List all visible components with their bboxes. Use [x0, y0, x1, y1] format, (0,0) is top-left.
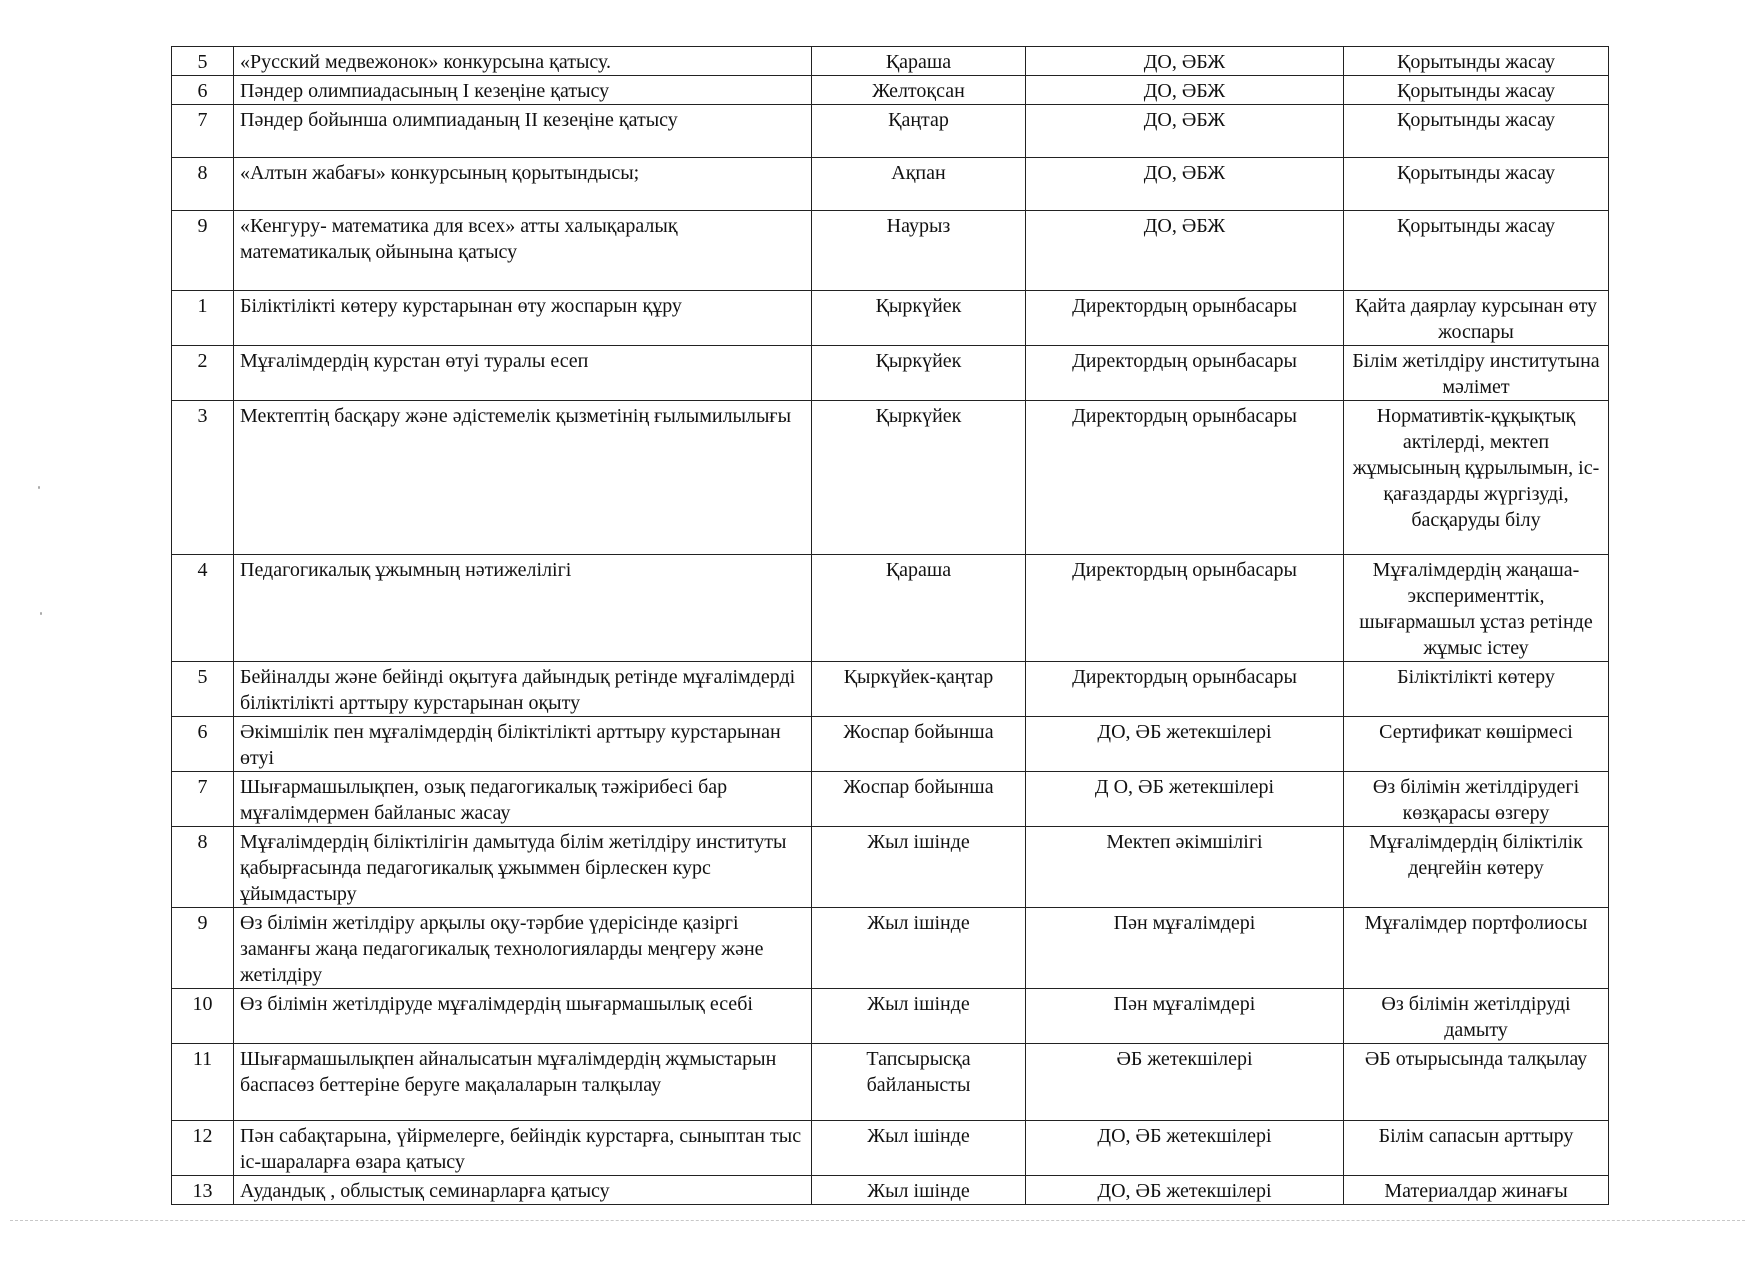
result-cell: Өз білімін жетілдіруді дамыту — [1344, 989, 1609, 1044]
result-cell: Өз білімін жетілдірудегі көзқарасы өзгеру — [1344, 772, 1609, 827]
table-row — [172, 1176, 1609, 1205]
responsible-cell: ДО, ӘБЖ — [1026, 158, 1344, 211]
result-cell: Мұғалімдер портфолиосы — [1344, 908, 1609, 989]
row-number: 7 — [172, 772, 234, 827]
table-row — [172, 291, 1609, 346]
result-cell: Қорытынды жасау — [1344, 105, 1609, 158]
table-row — [172, 1044, 1609, 1121]
time-cell: Қаңтар — [812, 105, 1026, 158]
table-row — [172, 555, 1609, 662]
time-cell: Жоспар бойынша — [812, 772, 1026, 827]
event-cell: Пән сабақтарына, үйірмелерге, бейіндік курстарға, сыныптан тыс іс-шараларға өзара қатысу — [234, 1121, 812, 1176]
scan-speck — [40, 612, 42, 615]
result-cell: Қорытынды жасау — [1344, 76, 1609, 105]
responsible-cell: Директордың орынбасары — [1026, 555, 1344, 662]
result-cell: ӘБ отырысында талқылау — [1344, 1044, 1609, 1121]
table-row — [172, 76, 1609, 105]
responsible-cell: Мектеп әкімшілігі — [1026, 827, 1344, 908]
responsible-cell: Д О, ӘБ жетекшілері — [1026, 772, 1344, 827]
responsible-cell: ДО, ӘБЖ — [1026, 105, 1344, 158]
row-number: 3 — [172, 401, 234, 555]
table-row — [172, 1121, 1609, 1176]
table-row — [172, 908, 1609, 989]
event-cell: Әкімшілік пен мұғалімдердің біліктілікті арттыру курстарынан өтуі — [234, 717, 812, 772]
result-cell: Мұғалімдердің жаңаша-эксперименттік, шығармашыл ұстаз ретінде жұмыс істеу — [1344, 555, 1609, 662]
event-cell: Педагогикалық ұжымның нәтижелілігі — [234, 555, 812, 662]
event-cell: Мұғалімдердің курстан өтуі туралы есеп — [234, 346, 812, 401]
responsible-cell: Директордың орынбасары — [1026, 291, 1344, 346]
responsible-cell: ДО, ӘБЖ — [1026, 47, 1344, 76]
responsible-cell: ӘБ жетекшілері — [1026, 1044, 1344, 1121]
time-cell: Жыл ішінде — [812, 989, 1026, 1044]
time-cell: Қыркүйек — [812, 291, 1026, 346]
row-number: 1 — [172, 291, 234, 346]
row-number: 6 — [172, 76, 234, 105]
event-cell: Өз білімін жетілдіруде мұғалімдердің шығармашылық есебі — [234, 989, 812, 1044]
result-cell: Сертификат көшірмесі — [1344, 717, 1609, 772]
time-cell: Жыл ішінде — [812, 908, 1026, 989]
responsible-cell: Директордың орынбасары — [1026, 401, 1344, 555]
table-row — [172, 211, 1609, 291]
plan-table — [171, 46, 1609, 1205]
result-cell: Мұғалімдердің біліктілік деңгейін көтеру — [1344, 827, 1609, 908]
responsible-cell: Директордың орынбасары — [1026, 346, 1344, 401]
event-cell: Біліктілікті көтеру курстарынан өту жоспарын құру — [234, 291, 812, 346]
time-cell: Қыркүйек — [812, 346, 1026, 401]
scan-speck — [38, 486, 40, 489]
time-cell: Тапсырысқа байланысты — [812, 1044, 1026, 1121]
table-row — [172, 401, 1609, 555]
event-cell: Пәндер олимпиадасының І кезеңіне қатысу — [234, 76, 812, 105]
row-number: 2 — [172, 346, 234, 401]
time-cell: Жыл ішінде — [812, 1121, 1026, 1176]
table-row — [172, 158, 1609, 211]
scan-artifact-line — [10, 1220, 1745, 1221]
row-number: 4 — [172, 555, 234, 662]
row-number: 9 — [172, 908, 234, 989]
responsible-cell: Директордың орынбасары — [1026, 662, 1344, 717]
result-cell: Нормативтік-құқықтық актілерді, мектеп жұмысының құрылымын, іс-қағаздарды жүргізуді, басқаруды білу — [1344, 401, 1609, 555]
result-cell: Білім сапасын арттыру — [1344, 1121, 1609, 1176]
responsible-cell: ДО, ӘБ жетекшілері — [1026, 1176, 1344, 1205]
result-cell: Қорытынды жасау — [1344, 158, 1609, 211]
plan-table-body — [172, 47, 1609, 1205]
responsible-cell: ДО, ӘБЖ — [1026, 76, 1344, 105]
time-cell: Жыл ішінде — [812, 827, 1026, 908]
row-number: 11 — [172, 1044, 234, 1121]
result-cell: Материалдар жинағы — [1344, 1176, 1609, 1205]
time-cell: Жыл ішінде — [812, 1176, 1026, 1205]
row-number: 5 — [172, 662, 234, 717]
responsible-cell: ДО, ӘБ жетекшілері — [1026, 1121, 1344, 1176]
result-cell: Білім жетілдіру институтына мәлімет — [1344, 346, 1609, 401]
result-cell: Қорытынды жасау — [1344, 47, 1609, 76]
responsible-cell: ДО, ӘБ жетекшілері — [1026, 717, 1344, 772]
event-cell: Аудандық , облыстық семинарларға қатысу — [234, 1176, 812, 1205]
time-cell: Қыркүйек — [812, 401, 1026, 555]
row-number: 12 — [172, 1121, 234, 1176]
table-row — [172, 827, 1609, 908]
time-cell: Қыркүйек-қаңтар — [812, 662, 1026, 717]
table-row — [172, 717, 1609, 772]
event-cell: Пәндер бойынша олимпиаданың ІІ кезеңіне қатысу — [234, 105, 812, 158]
event-cell: Мектептің басқару және әдістемелік қызметінің ғылымилылығы — [234, 401, 812, 555]
row-number: 8 — [172, 827, 234, 908]
event-cell: Бейіналды және бейінді оқытуға дайындық ретінде мұғалімдерді біліктілікті арттыру курстарынан оқыту — [234, 662, 812, 717]
time-cell: Қараша — [812, 555, 1026, 662]
row-number: 10 — [172, 989, 234, 1044]
result-cell: Біліктілікті көтеру — [1344, 662, 1609, 717]
time-cell: Жоспар бойынша — [812, 717, 1026, 772]
event-cell: «Русский медвежонок» конкурсына қатысу. — [234, 47, 812, 76]
event-cell: Шығармашылықпен, озық педагогикалық тәжірибесі бар мұғалімдермен байланыс жасау — [234, 772, 812, 827]
event-cell: Мұғалімдердің біліктілігін дамытуда білім жетілдіру институты қабырғасында педагогикалық ұжыммен бірлескен курс ұйымдастыру — [234, 827, 812, 908]
event-cell: Шығармашылықпен айналысатын мұғалімдердің жұмыстарын баспасөз беттеріне беруге мақалаларын талқылау — [234, 1044, 812, 1121]
time-cell: Ақпан — [812, 158, 1026, 211]
table-row — [172, 989, 1609, 1044]
table-row — [172, 772, 1609, 827]
result-cell: Қорытынды жасау — [1344, 211, 1609, 291]
table-row — [172, 346, 1609, 401]
time-cell: Қараша — [812, 47, 1026, 76]
responsible-cell: Пән мұғалімдері — [1026, 908, 1344, 989]
row-number: 6 — [172, 717, 234, 772]
row-number: 9 — [172, 211, 234, 291]
event-cell: «Алтын жабағы» конкурсының қорытындысы; — [234, 158, 812, 211]
time-cell: Желтоқсан — [812, 76, 1026, 105]
event-cell: «Кенгуру- математика для всех» атты халықаралық математикалық ойынына қатысу — [234, 211, 812, 291]
responsible-cell: Пән мұғалімдері — [1026, 989, 1344, 1044]
responsible-cell: ДО, ӘБЖ — [1026, 211, 1344, 291]
row-number: 5 — [172, 47, 234, 76]
row-number: 13 — [172, 1176, 234, 1205]
table-row — [172, 105, 1609, 158]
table-row — [172, 662, 1609, 717]
table-row — [172, 47, 1609, 76]
time-cell: Наурыз — [812, 211, 1026, 291]
event-cell: Өз білімін жетілдіру арқылы оқу-тәрбие үдерісінде қазіргі заманғы жаңа педагогикалық технологияларды меңгеру және жетілдіру — [234, 908, 812, 989]
row-number: 8 — [172, 158, 234, 211]
row-number: 7 — [172, 105, 234, 158]
result-cell: Қайта даярлау курсынан өту жоспары — [1344, 291, 1609, 346]
